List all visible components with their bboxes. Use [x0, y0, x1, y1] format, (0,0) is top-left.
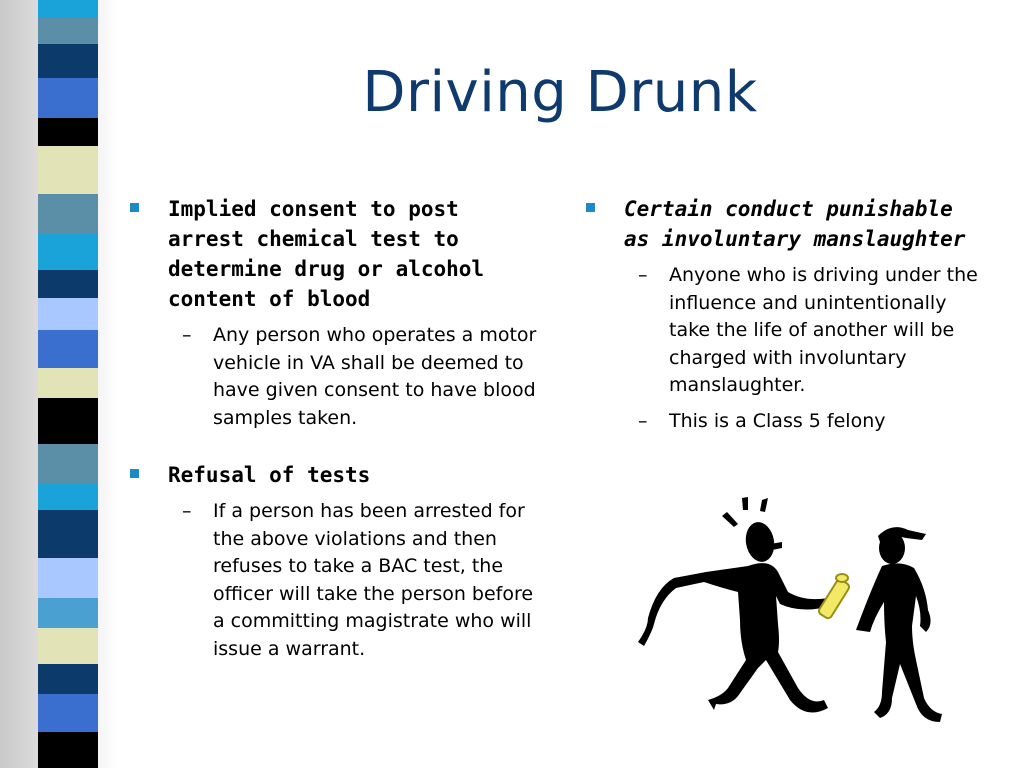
sub-bullet	[586, 262, 986, 400]
sub-list	[130, 498, 540, 663]
sub-bullet	[586, 408, 986, 436]
left-column	[130, 194, 540, 691]
bullet-text: Implied consent to post arrest chemical test to determine drug or alcohol content of blood	[168, 197, 485, 311]
sub-list	[586, 262, 986, 435]
paper-scroll-icon	[817, 574, 850, 620]
bullet-item	[130, 460, 540, 490]
alarm-marks-icon	[722, 497, 768, 527]
sub-bullet-text: Anyone who is driving under the influence and unintentionally take the life of another will be charged with involuntary manslaughter.	[669, 264, 978, 396]
stripe	[38, 484, 98, 510]
clipart-officer-and-driver-icon	[630, 492, 950, 742]
stripe	[38, 330, 98, 368]
sub-bullet-text: Any person who operates a motor vehicle in VA shall be deemed to have given consent to have blood samples taken.	[213, 324, 537, 429]
bullet-item	[130, 194, 540, 314]
square-bullet-icon	[130, 469, 139, 478]
sub-list	[130, 322, 540, 432]
running-person-icon	[638, 520, 830, 713]
stripe	[38, 598, 98, 628]
stripe	[38, 44, 98, 78]
stripe	[38, 510, 98, 558]
stripe	[38, 694, 98, 732]
stripe	[38, 398, 98, 444]
sub-bullet-text: This is a Class 5 felony	[669, 409, 886, 432]
stripe	[38, 234, 98, 270]
bullet-text: Certain conduct punishable as involuntary manslaughter	[624, 197, 966, 251]
sub-bullet	[130, 498, 540, 663]
sub-bullet-text: If a person has been arrested for the above violations and then refuses to take a BAC test, the officer will take the person before a committing magistrate who will issue a warrant.	[213, 500, 534, 660]
stripe	[38, 118, 98, 146]
bullet-text: Refusal of tests	[168, 463, 371, 487]
dash-bullet-icon: –	[182, 324, 192, 346]
stripe	[38, 368, 98, 398]
stripe	[38, 270, 98, 298]
bullet-item	[586, 194, 986, 254]
stripe	[38, 558, 98, 598]
dash-bullet-icon: –	[638, 264, 648, 286]
stripe	[38, 194, 98, 234]
square-bullet-icon	[130, 203, 139, 212]
dash-bullet-icon: –	[638, 409, 648, 432]
stripe	[38, 0, 98, 18]
right-column	[586, 194, 986, 463]
police-officer-icon	[856, 527, 942, 722]
bullet-implied-consent	[130, 194, 540, 432]
stripe	[38, 664, 98, 694]
stripe	[38, 732, 98, 768]
stripe	[38, 298, 98, 330]
slide-title: Driving Drunk	[362, 60, 758, 125]
square-bullet-icon	[586, 203, 595, 212]
sub-bullet	[130, 322, 540, 432]
bullet-involuntary-manslaughter	[586, 194, 986, 435]
stripe	[38, 78, 98, 118]
stripe	[38, 628, 98, 664]
bullet-refusal-of-tests	[130, 460, 540, 663]
dash-bullet-icon: –	[182, 500, 192, 522]
stripe	[38, 146, 98, 194]
decorative-stripe-bar	[38, 0, 98, 768]
stripe	[38, 444, 98, 484]
stripe	[38, 18, 98, 44]
